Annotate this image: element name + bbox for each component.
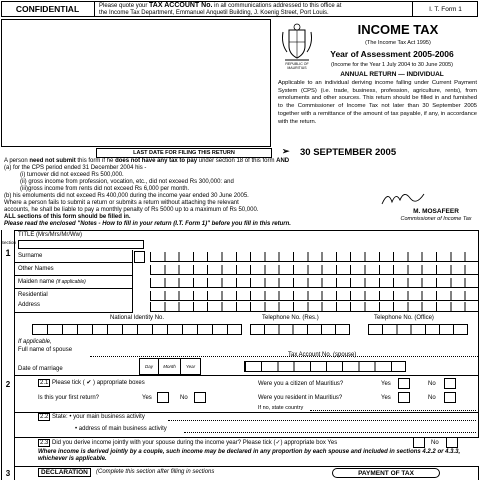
read-notes-note: Please read the enclosed "Notes - How to fill in your return (I.T. Form 1)" before you fill in this return.	[4, 221, 291, 227]
first-no-checkbox[interactable]	[194, 392, 206, 403]
return-type: ANNUAL RETURN — INDIVIDUAL	[340, 71, 444, 78]
commissioner-signature	[380, 188, 430, 208]
resident-yes-checkbox[interactable]	[398, 392, 410, 403]
intro-a1: (i) turnover did not exceed Rs 500,000.	[20, 172, 124, 178]
payment-heading: PAYMENT OF TAX	[332, 468, 440, 478]
applicability-text: Applicable to an individual deriving income falling under Current Payment System (CPS) (i.e. trade, business, profession, agriculture, rents), from emoluments and other sources. This return should be filled in and furnished to the Commissioner of Income Tax not later than 30 September 2005 together with a remittance of the amount of tax payable, if any, in accordance with the return.	[278, 80, 477, 125]
year-label: Year	[181, 358, 201, 375]
intro-b: (b) his emoluments did not exceed Rs 400,000 during the income year ended 30 June 2005.	[4, 193, 249, 199]
spouse-name-field[interactable]	[90, 349, 478, 357]
form-number: I. T. Form 1	[412, 1, 478, 17]
tel-office-label: Telephone No. (Office)	[374, 315, 434, 321]
penalty-line-2: accounts, he shall be liable to pay a monthly penalty of Rs 5000 up to a maximum of Rs 50,000.	[4, 207, 259, 213]
if-applicable-label: If applicable,	[18, 339, 52, 345]
country-label: If no, state country	[258, 405, 304, 411]
all-sections-note: ALL sections of this form should be filled in.	[4, 214, 131, 220]
first-yes-label: Yes	[142, 395, 152, 401]
quote-notice: Please quote your TAX ACCOUNT No. in all communications addressed to this office at the Income Tax Department, Emmanuel Anquetil Building, J. Koenig Street, Port Louis.	[99, 2, 342, 16]
intro-a: (a) for the CPS period ended 31 December 2004 his -	[4, 165, 147, 171]
deadline-date: 30 SEPTEMBER 2005	[300, 147, 397, 158]
top-left-panel	[1, 19, 271, 147]
surname-label: Surname	[18, 253, 43, 259]
deadline-label: LAST DATE FOR FILING THIS RETURN	[96, 148, 272, 158]
pen-icon: ➢	[282, 146, 290, 156]
section-3-number: 3	[5, 469, 11, 478]
declaration-instruction: (Complete this section after filling in sections	[96, 469, 215, 475]
q22: 2.2 State: • your main business activity	[40, 414, 145, 420]
residential-label: Residential	[18, 292, 48, 298]
spouse-tan-field[interactable]	[244, 361, 406, 372]
first-return-question: Is this your first return?	[38, 395, 100, 401]
resident-question: Were you resident in Mauritius?	[258, 395, 343, 401]
joint-yes-checkbox[interactable]	[413, 437, 425, 448]
intro-a3: (iii)gross income from rents did not exceed Rs 6,000 per month.	[20, 186, 190, 192]
confidential-label: CONFIDENTIAL	[1, 1, 95, 17]
country-field[interactable]	[310, 410, 476, 411]
joint-no-label: No	[431, 440, 439, 446]
joint-no-checkbox[interactable]	[446, 437, 458, 448]
business-activity-field[interactable]	[168, 420, 476, 421]
nid-field[interactable]	[32, 324, 242, 335]
surname-field-start[interactable]	[134, 251, 145, 263]
spouse-name-label: Full name of spouse	[18, 347, 73, 353]
address-field-1[interactable]	[150, 291, 478, 301]
commissioner-name: M. MOSAFEER	[413, 208, 459, 215]
penalty-line-1: Where a person fails to submit a return or submits a return without attaching the relevant	[4, 200, 239, 206]
maiden-name-label: Maiden name (if applicable)	[18, 279, 86, 285]
title-label: TITLE (Mrs/Mrs/Mr/Ww)	[18, 232, 82, 238]
q23: 2.3 Did you derive income jointly with your spouse during the income year? Please tick (✓) appropriate box Yes	[40, 440, 338, 446]
marriage-date-label: Date of marriage	[18, 366, 63, 372]
intro-a2: (ii) gross income from profession, vocation, etc., did not exceed Rs 300,000: and	[20, 179, 234, 185]
resident-yes-label: Yes	[381, 395, 391, 401]
section-column	[1, 230, 15, 480]
divider-2-3	[15, 437, 479, 438]
form-title: INCOME TAX	[357, 22, 439, 37]
resident-no-label: No	[428, 395, 436, 401]
income-period: (Income for the Year 1 July 2004 to 30 June 2005)	[331, 62, 453, 68]
commissioner-title: Commissioner of Income Tax	[400, 216, 472, 222]
crest-caption: REPUBLIC OF MAURITIUS	[285, 62, 309, 70]
month-label: Month	[159, 358, 181, 375]
other-names-field[interactable]	[150, 265, 478, 275]
q22b: • address of main business activity	[75, 426, 167, 432]
nid-label: National Identity No.	[110, 315, 165, 321]
declaration-heading: DECLARATION	[38, 468, 91, 477]
q21: 2.1 Please tick ( ✔ ) appropriate boxes	[40, 380, 145, 386]
tel-res-field[interactable]	[250, 324, 350, 335]
tel-res-label: Telephone No. (Res.)	[262, 315, 319, 321]
act-reference: (The Income Tax Act 1995)	[365, 40, 431, 46]
first-no-label: No	[180, 395, 188, 401]
resident-no-checkbox[interactable]	[444, 392, 456, 403]
citizen-question: Were you a citizen of Mauritius?	[258, 381, 344, 387]
surname-field[interactable]	[150, 252, 478, 262]
section-2-number: 2	[5, 380, 11, 389]
tel-office-field[interactable]	[368, 324, 468, 335]
joint-income-note: Where income is derived jointly by a couple, such income may be declared in any proportion by each spouse and included in sections 4.2.2 or 4.3.3, whichever is applicable.	[38, 449, 461, 462]
day-label: Day	[139, 358, 159, 375]
maiden-name-field[interactable]	[150, 278, 478, 288]
section-label: Section	[0, 240, 16, 245]
citizen-yes-checkbox[interactable]	[398, 378, 410, 389]
first-yes-checkbox[interactable]	[157, 392, 169, 403]
citizen-no-label: No	[428, 381, 436, 387]
spouse-tan-label: Tax Account No. (spouse)	[288, 352, 357, 358]
section-1-number: 1	[5, 248, 11, 258]
address-label: Address	[18, 302, 41, 308]
other-names-label: Other Names	[18, 266, 54, 272]
divider-2-2	[15, 412, 479, 413]
citizen-yes-label: Yes	[381, 381, 391, 387]
title-field[interactable]	[18, 240, 144, 249]
assessment-year: Year of Assessment 2005-2006	[330, 49, 454, 59]
business-address-field[interactable]	[184, 432, 476, 433]
intro-line-1: A person need not submit this form if he does not have any tax to pay under section 18 of this form AND	[4, 158, 290, 164]
address-field-2[interactable]	[150, 302, 478, 312]
citizen-no-checkbox[interactable]	[444, 378, 456, 389]
